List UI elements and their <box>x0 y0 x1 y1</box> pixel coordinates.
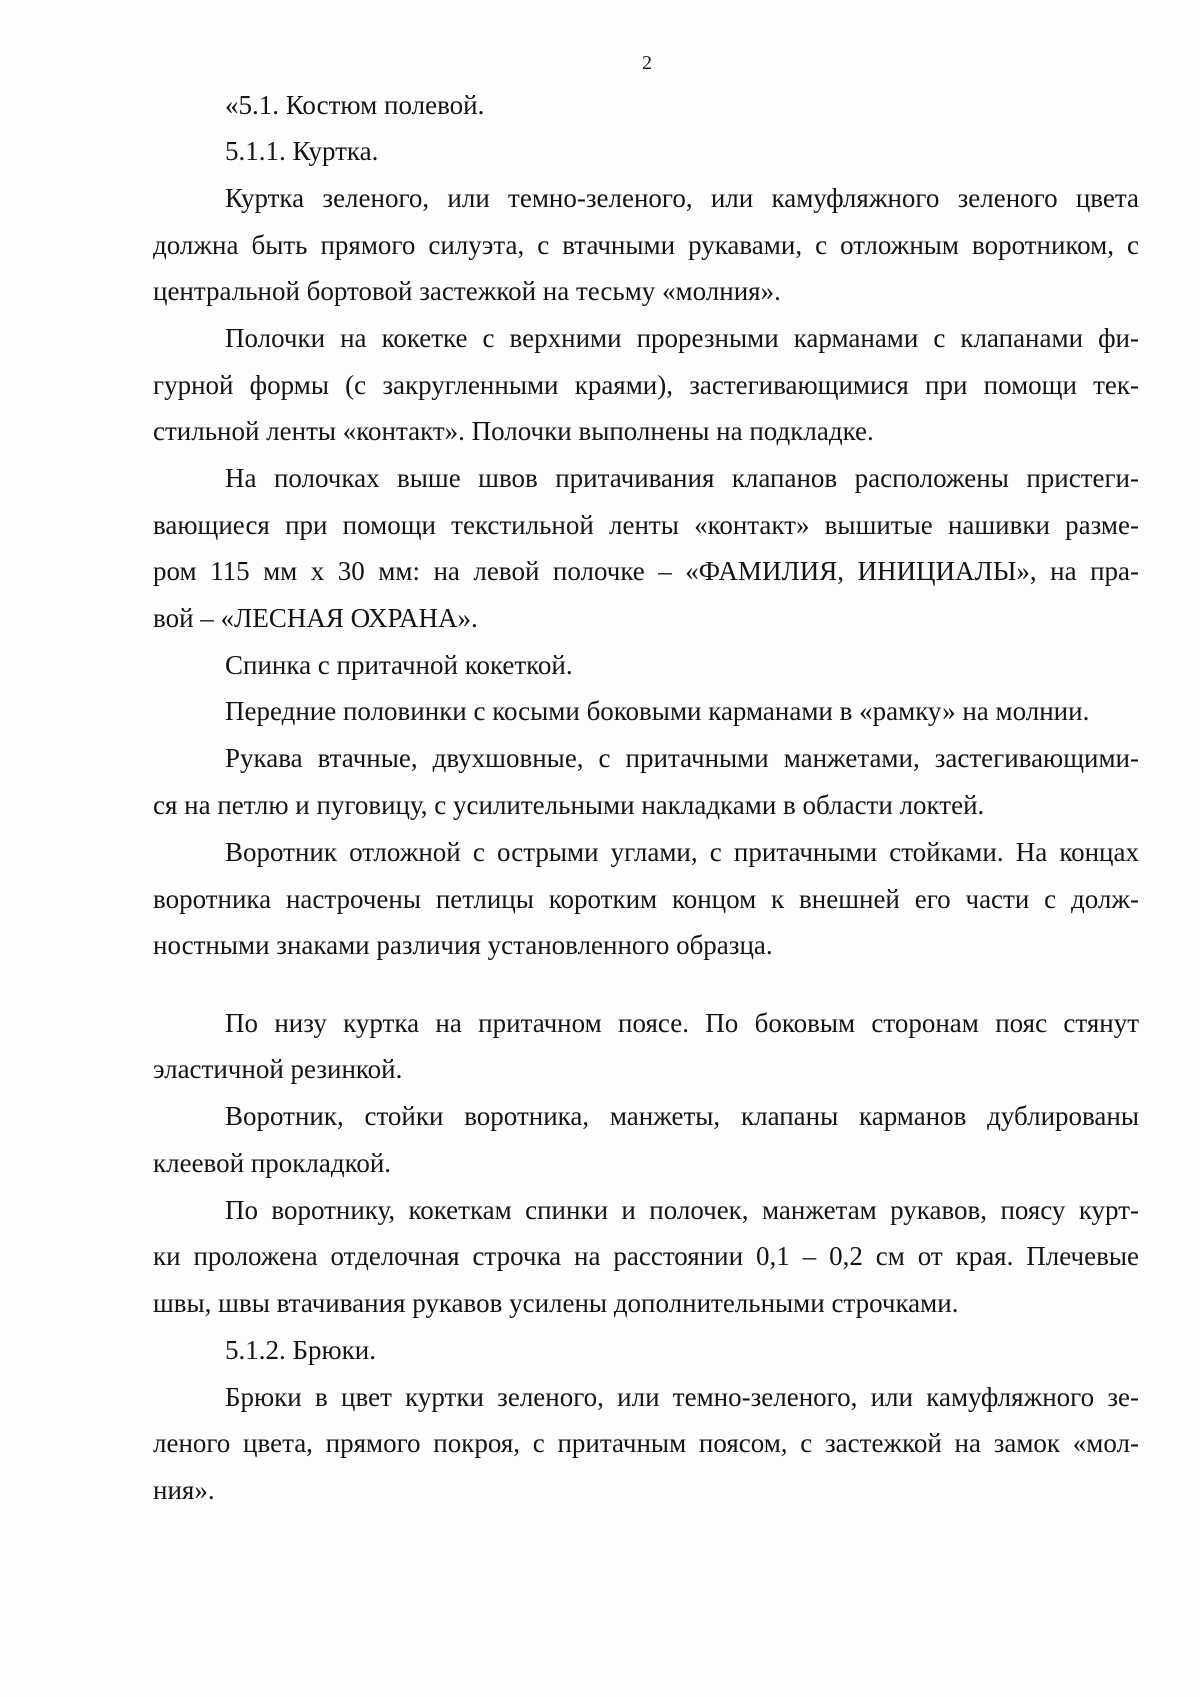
paragraph-line: Полочки на кокетке с верхними прорезными карманами с клапанами фи- <box>225 323 1139 353</box>
paragraph-line: По низу куртка на притачном поясе. По боковым сторонам пояс стянут <box>225 1008 1139 1038</box>
paragraph-line: центральной бортовой застежкой на тесьму «молния». <box>153 276 781 306</box>
paragraph-line: Спинка с притачной кокеткой. <box>225 650 573 680</box>
section-heading-5-1-2: 5.1.2. Брюки. <box>225 1335 376 1365</box>
paragraph-line: По воротнику, кокеткам спинки и полочек, манжетам рукавов, поясу курт- <box>225 1195 1139 1225</box>
paragraph-line: Брюки в цвет куртки зеленого, или темно-зеленого, или камуфляжного зе- <box>225 1382 1139 1412</box>
paragraph-line: ром 115 мм х 30 мм: на левой полочке – «ФАМИЛИЯ, ИНИЦИАЛЫ», на пра- <box>153 556 1139 586</box>
section-heading-5-1: «5.1. Костюм полевой. <box>225 90 485 120</box>
paragraph-line: Воротник, стойки воротника, манжеты, клапаны карманов дублированы <box>225 1101 1139 1131</box>
paragraph-line: На полочках выше швов притачивания клапанов расположены пристеги- <box>225 463 1139 493</box>
paragraph-line: вающиеся при помощи текстильной ленты «контакт» вышитые нашивки разме- <box>153 510 1139 540</box>
paragraph-line: воротника настрочены петлицы коротким концом к внешней его части с долж- <box>153 884 1139 914</box>
paragraph-line: должна быть прямого силуэта, с втачными рукавами, с отложным воротником, с <box>153 230 1139 260</box>
paragraph-line: гурной формы (с закругленными краями), застегивающимися при помощи тек- <box>153 370 1139 400</box>
paragraph-line: Воротник отложной с острыми углами, с притачными стойками. На концах <box>225 837 1139 867</box>
paragraph-line: стильной ленты «контакт». Полочки выполнены на подкладке. <box>153 416 874 446</box>
page-number: 2 <box>642 52 652 74</box>
paragraph-line: ки проложена отделочная строчка на расстоянии 0,1 – 0,2 см от края. Плечевые <box>153 1241 1139 1271</box>
paragraph-line: Передние половинки с косыми боковыми карманами в «рамку» на молнии. <box>225 696 1090 726</box>
paragraph-line: ся на петлю и пуговицу, с усилительными накладками в области локтей. <box>153 790 985 820</box>
paragraph-line: эластичной резинкой. <box>153 1054 403 1084</box>
paragraph-line: Рукава втачные, двухшовные, с притачными манжетами, застегивающими- <box>225 743 1139 773</box>
paragraph-line: вой – «ЛЕСНАЯ ОХРАНА». <box>153 603 478 633</box>
paragraph-line: ния». <box>153 1475 215 1505</box>
paragraph-line: швы, швы втачивания рукавов усилены дополнительными строчками. <box>153 1288 959 1318</box>
paragraph-line: леного цвета, прямого покроя, с притачным поясом, с застежкой на замок «мол- <box>153 1428 1139 1458</box>
paragraph-line: клеевой прокладкой. <box>153 1148 392 1178</box>
section-heading-5-1-1: 5.1.1. Куртка. <box>225 136 379 166</box>
paragraph-line: ностными знаками различия установленного образца. <box>153 930 773 960</box>
paragraph-line: Куртка зеленого, или темно-зеленого, или камуфляжного зеленого цвета <box>225 183 1139 213</box>
